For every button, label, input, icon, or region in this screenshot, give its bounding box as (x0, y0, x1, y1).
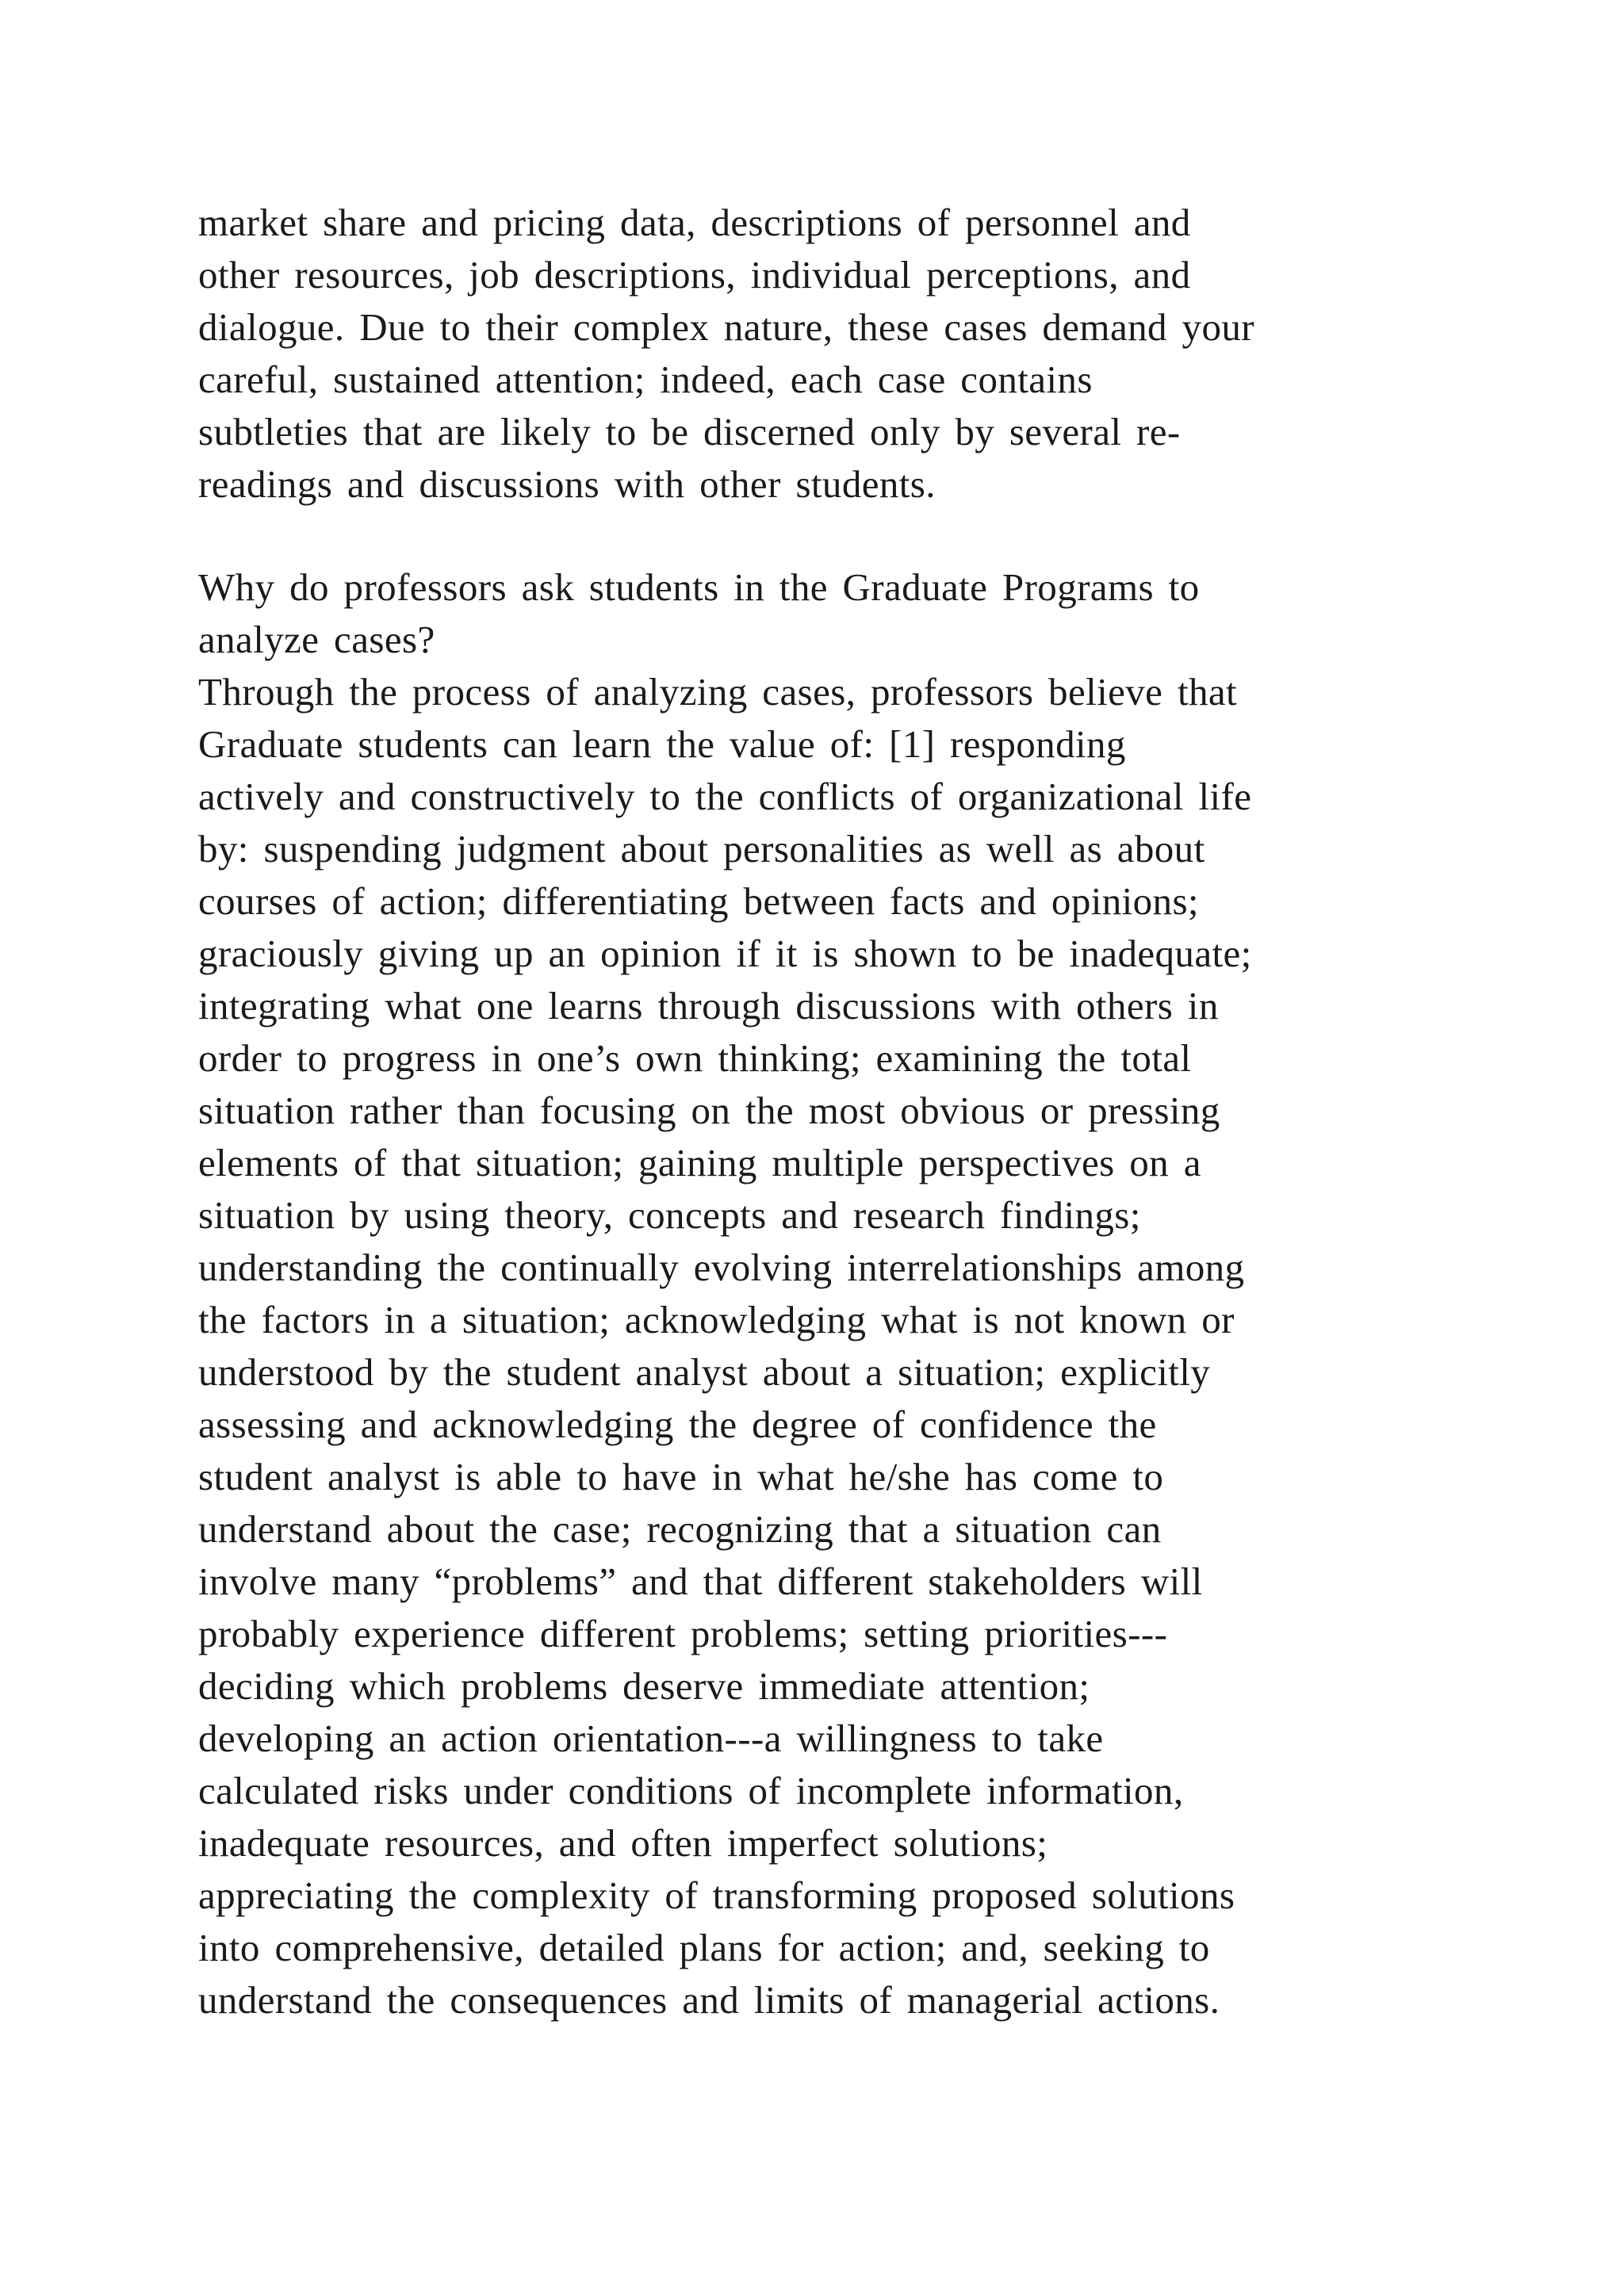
text-line: involve many “problems” and that different stakeholders will (198, 1559, 1203, 1603)
text-line: Why do professors ask students in the Graduate Programs to (198, 565, 1200, 609)
text-line: calculated risks under conditions of incomplete information, (198, 1769, 1184, 1812)
text-line: integrating what one learns through discussions with others in (198, 984, 1219, 1027)
text-line: inadequate resources, and often imperfect solutions; (198, 1821, 1048, 1865)
text-line: readings and discussions with other students. (198, 462, 936, 506)
text-line: situation by using theory, concepts and research findings; (198, 1193, 1141, 1237)
text-line: into comprehensive, detailed plans for action; and, seeking to (198, 1926, 1210, 1969)
text-line: probably experience different problems; setting priorities--- (198, 1612, 1168, 1655)
text-line: dialogue. Due to their complex nature, these cases demand your (198, 305, 1254, 349)
text-line: appreciating the complexity of transforming proposed solutions (198, 1873, 1235, 1917)
text-line: the factors in a situation; acknowledging what is not known or (198, 1298, 1235, 1341)
text-line: other resources, job descriptions, individual perceptions, and (198, 253, 1191, 297)
text-line: Through the process of analyzing cases, professors believe that (198, 670, 1238, 714)
text-line: Graduate students can learn the value of: [1] responding (198, 722, 1126, 766)
text-line: courses of action; differentiating between facts and opinions; (198, 879, 1199, 923)
text-line: understanding the continually evolving interrelationships among (198, 1246, 1245, 1289)
text-line: elements of that situation; gaining multiple perspectives on a (198, 1141, 1201, 1184)
text-line: order to progress in one’s own thinking; examining the total (198, 1036, 1192, 1080)
question-heading (198, 561, 1200, 666)
text-line: understand about the case; recognizing that a situation can (198, 1507, 1162, 1551)
text-line: subtleties that are likely to be discerned only by several re- (198, 410, 1181, 453)
text-line: careful, sustained attention; indeed, each case contains (198, 358, 1093, 401)
text-line: by: suspending judgment about personalities as well as about (198, 827, 1205, 871)
text-line: situation rather than focusing on the most obvious or pressing (198, 1089, 1220, 1132)
text-line: assessing and acknowledging the degree of confidence the (198, 1402, 1157, 1446)
text-line: understand the consequences and limits of managerial actions. (198, 1978, 1220, 2022)
text-line: market share and pricing data, descriptions of personnel and (198, 201, 1191, 244)
text-line: deciding which problems deserve immediate attention; (198, 1664, 1090, 1708)
text-line: actively and constructively to the conflicts of organizational life (198, 775, 1252, 818)
paragraph-case-analysis-value (198, 666, 1252, 2026)
text-line: understood by the student analyst about a situation; explicitly (198, 1350, 1211, 1394)
paragraph-case-materials (198, 197, 1254, 511)
text-line: student analyst is able to have in what he/she has come to (198, 1455, 1164, 1498)
text-line: analyze cases? (198, 618, 435, 661)
text-line: developing an action orientation---a willingness to take (198, 1716, 1104, 1760)
text-line: graciously giving up an opinion if it is shown to be inadequate; (198, 932, 1252, 975)
